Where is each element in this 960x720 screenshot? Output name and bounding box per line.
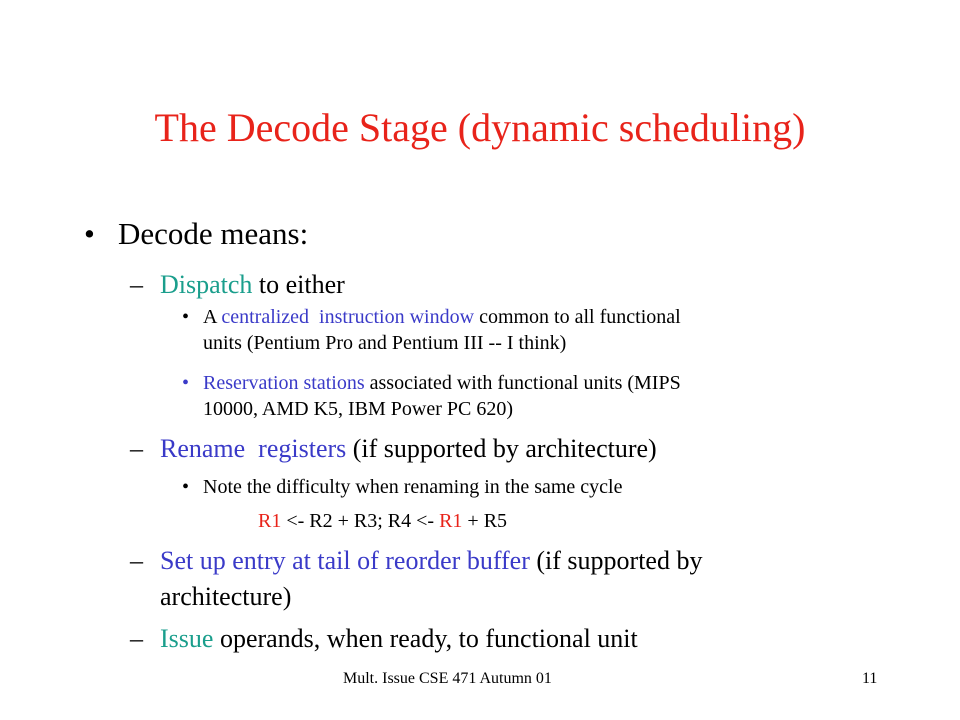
reservation-rest: associated with functional units (MIPS xyxy=(364,372,681,394)
window-pre: A xyxy=(203,306,222,328)
dash-icon: – xyxy=(130,270,143,299)
item-rename-registers xyxy=(160,434,657,464)
window-line2: units (Pentium Pro and Pentium III -- I think) xyxy=(203,332,567,354)
rename-rest: (if supported by architecture) xyxy=(346,434,657,463)
item-instruction-window xyxy=(203,306,681,329)
bullet-dot-icon: • xyxy=(182,372,190,394)
slide-title: The Decode Stage (dynamic scheduling) xyxy=(154,105,806,150)
item-issue xyxy=(160,624,638,654)
item-note: Note the difficulty when renaming in the same cycle xyxy=(203,476,623,498)
setup-line2: architecture) xyxy=(160,582,292,611)
code-r1-second: R1 xyxy=(439,510,463,532)
window-keyword: centralized instruction window xyxy=(221,306,475,328)
code-example xyxy=(258,510,507,533)
dash-icon: – xyxy=(130,624,143,653)
page-number: 11 xyxy=(862,670,878,687)
bullet-decode-means: Decode means: xyxy=(118,216,309,251)
setup-rest: (if supported by xyxy=(529,546,703,575)
item-dispatch xyxy=(160,270,345,300)
setup-keyword: Set up entry at tail of reorder buffer xyxy=(160,546,530,575)
bullet-dot-icon: • xyxy=(84,216,95,251)
item-reservation-stations xyxy=(203,372,681,395)
code-r1-first: R1 xyxy=(258,510,282,532)
bullet-dot-icon: • xyxy=(182,476,190,498)
code-mid: <- R2 + R3; R4 <- xyxy=(281,510,440,532)
dispatch-keyword: Dispatch xyxy=(160,270,253,299)
dash-icon: – xyxy=(130,434,143,463)
reservation-line2: 10000, AMD K5, IBM Power PC 620) xyxy=(203,398,514,420)
reservation-keyword: Reservation stations xyxy=(203,372,365,394)
dispatch-rest: to either xyxy=(252,270,345,299)
footer-course: Mult. Issue CSE 471 Autumn 01 xyxy=(343,670,552,687)
window-rest: common to all functional xyxy=(474,306,681,328)
rename-keyword: Rename registers xyxy=(160,434,347,463)
issue-rest: operands, when ready, to functional unit xyxy=(213,624,638,653)
bullet-dot-icon: • xyxy=(182,306,190,328)
dash-icon: – xyxy=(130,546,143,575)
code-end: + R5 xyxy=(462,510,508,532)
item-setup-entry xyxy=(160,546,702,576)
issue-keyword: Issue xyxy=(160,624,214,653)
